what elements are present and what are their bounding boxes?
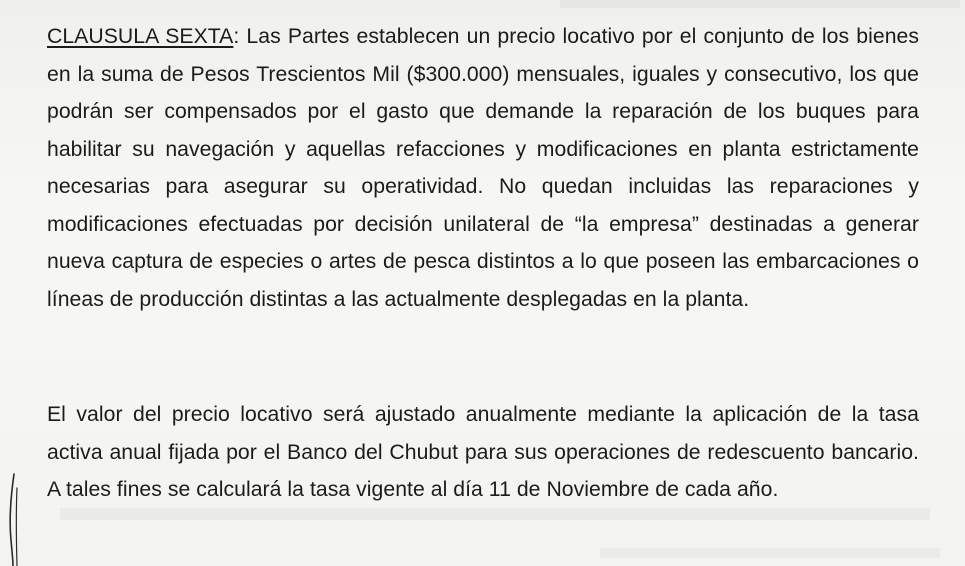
bleed-through-shadow bbox=[560, 0, 960, 8]
clause-body-1: Las Partes establecen un precio locativo por el conjunto de los bienes en la suma de Pesos Trescientos Mil ($300.000) mensuales, iguales y consecutivo, los que podrán ser compensados por el gasto que demande la reparación de los buques para habilitar su navegación y aquellas refacciones y modificaciones en planta estrictamente necesarias para asegurar su operatividad. No quedan incluidas las reparaciones y modificaciones efectuadas por decisión unilateral de “la empresa” destinadas a generar nueva captura de especies o artes de pesca distintos a lo que poseen las embarcaciones o líneas de producción distintas a las actualmente desplegadas en la planta. bbox=[47, 25, 920, 311]
bleed-through-shadow bbox=[60, 508, 930, 520]
handwritten-margin-stroke bbox=[0, 470, 30, 566]
clause-heading: CLAUSULA SEXTA bbox=[47, 25, 234, 48]
heading-separator: : bbox=[233, 25, 240, 48]
clause-paragraph-1 bbox=[47, 18, 919, 318]
bleed-through-shadow bbox=[600, 548, 940, 558]
clause-paragraph-2 bbox=[47, 396, 919, 509]
clause-body-2: El valor del precio locativo será ajustado anualmente mediante la aplicación de la tasa activa anual fijada por el Banco del Chubut para sus operaciones de redescuento bancario. A tales fines se calculará la tasa vigente al día 11 de Noviembre de cada año. bbox=[47, 403, 919, 501]
